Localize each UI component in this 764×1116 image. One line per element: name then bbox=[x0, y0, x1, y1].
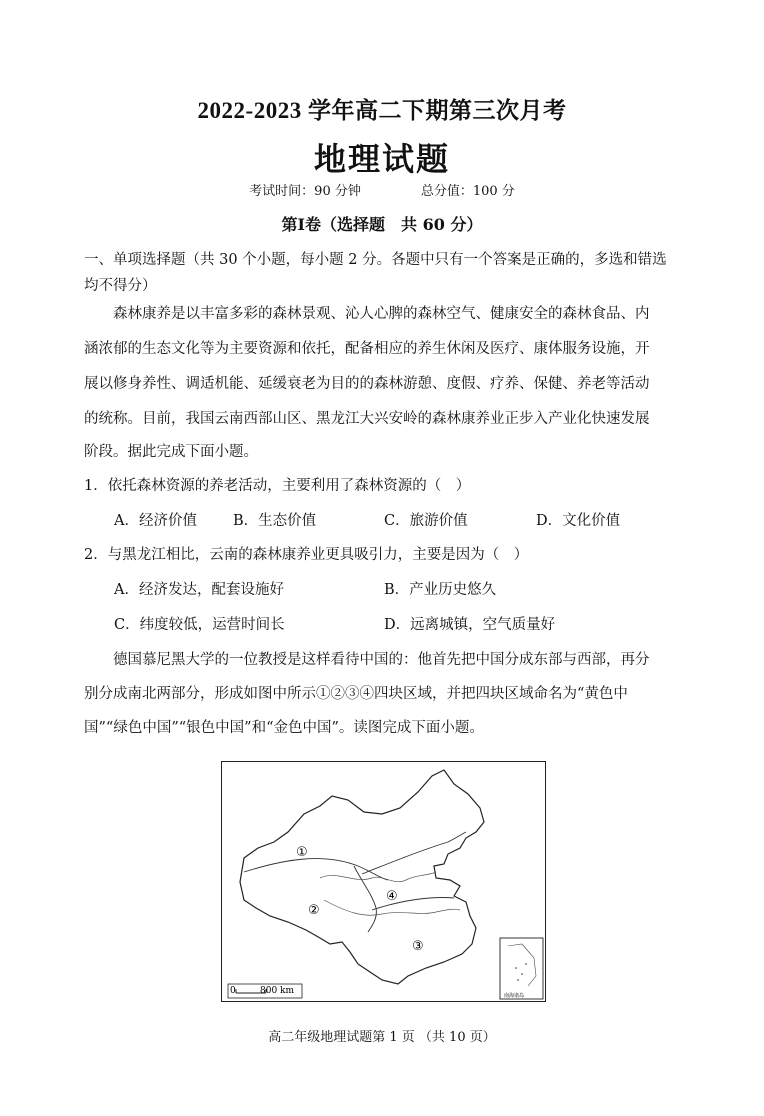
page-footer: 高二年级地理试题第 1 页 （共 10 页） bbox=[268, 1030, 496, 1045]
q2-option-a: A．经济发达，配套设施好 bbox=[114, 582, 284, 598]
south-china-sea-inset bbox=[500, 938, 543, 999]
volume-title: 第Ⅰ卷（选择题 共 60 分） bbox=[281, 215, 483, 234]
divider-south-east bbox=[372, 898, 454, 911]
region-3-label: ③ bbox=[412, 939, 424, 954]
total-score: 总分值：100 分 bbox=[420, 184, 515, 199]
q1-option-b: B．生态价值 bbox=[233, 513, 317, 529]
region-4-label: ④ bbox=[386, 889, 398, 904]
passage1-line-4: 的统称。目前，我国云南西部山区、黑龙江大兴安岭的森林康养业正步入产业化快速发展 bbox=[84, 411, 650, 427]
passage1-line-2: 涵浓郁的生态文化等为主要资源和依托，配备相应的养生休闲及医疗、康体服务设施，开 bbox=[84, 341, 650, 357]
instructions-line-1: 一、单项选择题（共 30 个小题，每小题 2 分。各题中只有一个答案是正确的，多选和错选 bbox=[84, 252, 667, 268]
passage2-line-1: 德国慕尼黑大学的一位教授是这样看待中国的：他首先把中国分成东部与西部，再分 bbox=[113, 652, 650, 668]
exam-info bbox=[0, 180, 764, 199]
passage2-line-3: 国”“绿色中国”“银色中国”和“金色中国”。读图完成下面小题。 bbox=[84, 720, 484, 736]
q1-option-a: A．经济价值 bbox=[114, 513, 197, 529]
divider-north-west bbox=[244, 859, 388, 880]
divider-east-west bbox=[354, 866, 376, 932]
china-outline bbox=[240, 770, 484, 984]
china-region-map bbox=[221, 761, 546, 1002]
exam-title: 2022-2023 学年高二下期第三次月考 bbox=[197, 98, 567, 123]
region-2-label: ② bbox=[308, 903, 320, 918]
q1-option-c: C．旅游价值 bbox=[384, 513, 468, 529]
scale-label: 800 km bbox=[260, 986, 295, 996]
passage1-line-1: 森林康养是以丰富多彩的森林景观、沁人心脾的森林空气、健康安全的森林食品、内 bbox=[113, 306, 650, 322]
question-2-stem: 2．与黑龙江相比，云南的森林康养业更具吸引力，主要是因为（ ） bbox=[84, 547, 529, 563]
passage2-line-2: 别分成南北两部分，形成如图中所示①②③④四块区域，并把四块区域命名为“黄色中 bbox=[84, 686, 628, 702]
q2-option-c: C．纬度较低，运营时间长 bbox=[114, 617, 285, 633]
subject-title: 地理试题 bbox=[313, 140, 450, 178]
yellow-river bbox=[320, 872, 436, 882]
q2-option-d: D．远离城镇，空气质量好 bbox=[384, 617, 556, 633]
passage1-line-3: 展以修身养性、调适机能、延缓衰老为目的的森林游憩、度假、疗养、保健、养老等活动 bbox=[84, 376, 650, 392]
inset-label: 南海诸岛 bbox=[504, 993, 525, 999]
region-1-label: ① bbox=[296, 845, 308, 860]
question-1-stem: 1．依托森林资源的养老活动，主要利用了森林资源的（ ） bbox=[84, 478, 471, 494]
q2-option-b: B．产业历史悠久 bbox=[384, 582, 497, 598]
instructions-line-2: 均不得分） bbox=[84, 278, 157, 294]
passage1-line-5: 阶段。据此完成下面小题。 bbox=[84, 444, 258, 460]
map-graphic bbox=[222, 762, 545, 1001]
q1-option-d: D．文化价值 bbox=[536, 513, 621, 529]
scale-zero: 0 bbox=[230, 986, 236, 996]
exam-time: 考试时间：90 分钟 bbox=[249, 184, 361, 199]
